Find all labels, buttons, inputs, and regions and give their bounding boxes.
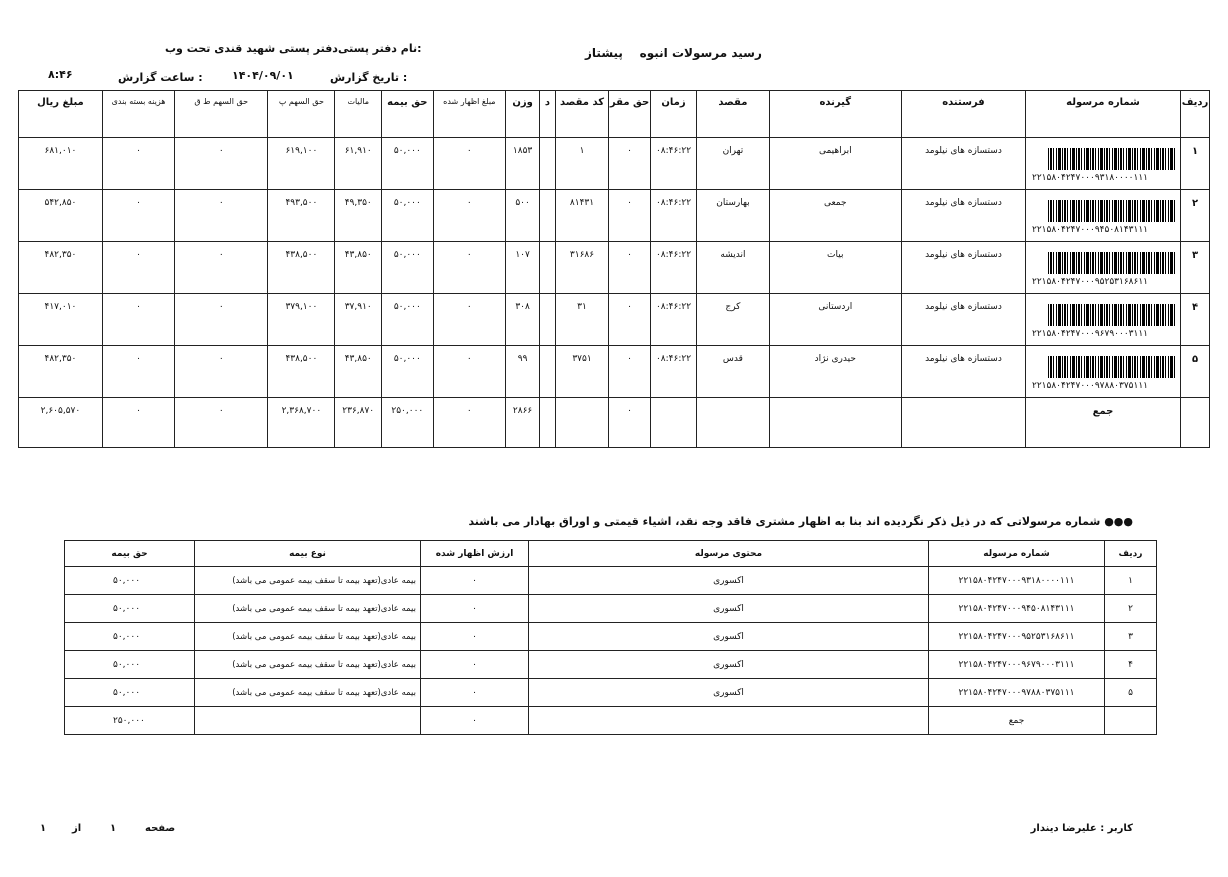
tracking-number: ۲۲۱۵۸۰۴۲۴۷۰۰۰۹۶۷۹۰۰۰۳۱۱۱ (1031, 329, 1148, 339)
col-haq-maqar: حق مقر (609, 91, 650, 138)
ins-content: اکسوری (529, 679, 929, 707)
tax: ۴۹,۳۵۰ (335, 190, 382, 242)
packing: ۰ (102, 346, 174, 398)
ins-total-fee: ۲۵۰,۰۰۰ (65, 707, 195, 735)
tracking-cell (1025, 190, 1180, 242)
tracking-cell (1025, 346, 1180, 398)
share-p: ۶۱۹,۱۰۰ (268, 138, 335, 190)
total-empty (555, 398, 609, 448)
destination: تهران (697, 138, 769, 190)
ins-fee: ۵۰,۰۰۰ (65, 679, 195, 707)
total-weight: ۲۸۶۶ (506, 398, 540, 448)
share-p: ۴۹۳,۵۰۰ (268, 190, 335, 242)
ins-row (65, 651, 1157, 679)
valuables-note: ●●● شماره مرسولاتی که در ذیل ذکر نگردیده اند بنا به اظهار مشتری فاقد وجه نقد، اشیاء قیمتی و اوراق بهادار می باشند (468, 515, 1133, 528)
page-label: صفحه (145, 823, 176, 834)
ins-total-empty (1105, 707, 1157, 735)
share-tq: ۰ (175, 346, 268, 398)
table-row (19, 346, 1210, 398)
page-current: ۱ (110, 823, 117, 834)
d-value (540, 190, 556, 242)
ins-row-number: ۱ (1105, 567, 1157, 595)
insurance: ۵۰,۰۰۰ (381, 190, 433, 242)
insurance: ۵۰,۰۰۰ (381, 138, 433, 190)
total-amount: ۲,۶۰۵,۵۷۰ (19, 398, 103, 448)
office-label: نام دفتر پستی: (338, 42, 422, 55)
total-label: جمع (1025, 398, 1180, 448)
tax: ۴۳,۸۵۰ (335, 346, 382, 398)
barcode-icon (1048, 148, 1176, 170)
ins-content: اکسوری (529, 595, 929, 623)
total-haq-maqar: ۰ (609, 398, 650, 448)
receiver: بیات (769, 242, 901, 294)
col-receiver: گیرنده (769, 91, 901, 138)
col-share-tq: حق السهم ط ق (175, 91, 268, 138)
ins-declared: ۰ (421, 651, 529, 679)
page-total: ۱ (40, 823, 47, 834)
weight: ۵۰۰ (506, 190, 540, 242)
col-packing: هزینه بسته بندی (102, 91, 174, 138)
ins-content: اکسوری (529, 651, 929, 679)
tracking-number: ۲۲۱۵۸۰۴۲۴۷۰۰۰۹۴۵۰۸۱۴۳۱۱۱ (1031, 225, 1148, 235)
col-declared: مبلغ اظهار شده (433, 91, 505, 138)
ins-row (65, 679, 1157, 707)
haq-maqar: ۰ (609, 190, 650, 242)
dest-code: ۳۷۵۱ (555, 346, 609, 398)
amount: ۴۸۲,۳۵۰ (19, 346, 103, 398)
ins-type: بیمه عادی(تعهد بیمه تا سقف بیمه عمومی می باشد) (195, 623, 421, 651)
ins-col-fee: حق بیمه (65, 541, 195, 567)
office-value: دفتر پستی شهید قندی تحت وب (165, 42, 338, 55)
table-row (19, 294, 1210, 346)
insurance-table (64, 540, 1157, 735)
tracking-number: ۲۲۱۵۸۰۴۲۴۷۰۰۰۹۵۲۵۳۱۶۸۶۱۱ (1031, 277, 1148, 287)
sender: دستساز‌ه های نیلومد (901, 242, 1025, 294)
receiver: ابراهیمی (769, 138, 901, 190)
ins-type: بیمه عادی(تعهد بیمه تا سقف بیمه عمومی می باشد) (195, 651, 421, 679)
amount: ۶۸۱,۰۱۰ (19, 138, 103, 190)
total-share-tq: ۰ (175, 398, 268, 448)
declared: ۰ (433, 294, 505, 346)
barcode-icon (1048, 304, 1176, 326)
receiver: اردستانی (769, 294, 901, 346)
sender: دستساز‌ه های نیلومد (901, 138, 1025, 190)
total-empty (650, 398, 697, 448)
insurance: ۵۰,۰۰۰ (381, 346, 433, 398)
ins-col-tracking: شماره مرسوله (929, 541, 1105, 567)
tax: ۶۱,۹۱۰ (335, 138, 382, 190)
d-value (540, 242, 556, 294)
user-label: کاربر : (1100, 823, 1133, 834)
ins-col-declared: ارزش اظهار شده (421, 541, 529, 567)
ins-row (65, 567, 1157, 595)
barcode-icon (1048, 200, 1176, 222)
ins-total-label: جمع (929, 707, 1105, 735)
destination: قدس (697, 346, 769, 398)
haq-maqar: ۰ (609, 294, 650, 346)
total-empty (1181, 398, 1210, 448)
ins-fee: ۵۰,۰۰۰ (65, 567, 195, 595)
total-insurance: ۲۵۰,۰۰۰ (381, 398, 433, 448)
col-weight: وزن (506, 91, 540, 138)
table-row (19, 190, 1210, 242)
row-number: ۲ (1181, 190, 1210, 242)
ins-declared: ۰ (421, 595, 529, 623)
tax: ۳۷,۹۱۰ (335, 294, 382, 346)
ins-total-row (65, 707, 1157, 735)
sender: دستساز‌ه های نیلومد (901, 346, 1025, 398)
packing: ۰ (102, 190, 174, 242)
time: ۰۸:۴۶:۲۲ (650, 294, 697, 346)
ins-fee: ۵۰,۰۰۰ (65, 651, 195, 679)
shipments-table (18, 90, 1210, 448)
date-value: ۱۴۰۴/۰۹/۰۱ (232, 69, 294, 82)
ins-tracking: ۲۲۱۵۸۰۴۲۴۷۰۰۰۹۳۱۸۰۰۰۰۱۱۱ (929, 567, 1105, 595)
ins-total-empty (195, 707, 421, 735)
time-value: ۸:۴۶ (48, 68, 73, 81)
time: ۰۸:۴۶:۲۲ (650, 242, 697, 294)
d-value (540, 138, 556, 190)
packing: ۰ (102, 138, 174, 190)
ins-tracking: ۲۲۱۵۸۰۴۲۴۷۰۰۰۹۶۷۹۰۰۰۳۱۱۱ (929, 651, 1105, 679)
ins-header-row (65, 541, 1157, 567)
col-insurance: حق بیمه (381, 91, 433, 138)
weight: ۳۰۸ (506, 294, 540, 346)
weight: ۹۹ (506, 346, 540, 398)
ins-row (65, 623, 1157, 651)
row-number: ۱ (1181, 138, 1210, 190)
row-number: ۵ (1181, 346, 1210, 398)
ins-row (65, 595, 1157, 623)
col-amount: مبلغ ریال (19, 91, 103, 138)
time: ۰۸:۴۶:۲۲ (650, 190, 697, 242)
total-empty (540, 398, 556, 448)
sender: دستساز‌ه های نیلومد (901, 190, 1025, 242)
weight: ۱۸۵۳ (506, 138, 540, 190)
receiver: حیدری نژاد (769, 346, 901, 398)
amount: ۵۴۲,۸۵۰ (19, 190, 103, 242)
barcode-icon (1048, 356, 1176, 378)
col-dest: مقصد (697, 91, 769, 138)
tracking-cell (1025, 242, 1180, 294)
share-p: ۴۳۸,۵۰۰ (268, 242, 335, 294)
user-name: علیرضا دیندار (1030, 823, 1097, 834)
declared: ۰ (433, 138, 505, 190)
total-declared: ۰ (433, 398, 505, 448)
ins-col-row: ردیف (1105, 541, 1157, 567)
total-empty (901, 398, 1025, 448)
ins-row-number: ۲ (1105, 595, 1157, 623)
row-number: ۳ (1181, 242, 1210, 294)
destination: اندیشه (697, 242, 769, 294)
barcode-icon (1048, 252, 1176, 274)
haq-maqar: ۰ (609, 346, 650, 398)
declared: ۰ (433, 242, 505, 294)
ins-tracking: ۲۲۱۵۸۰۴۲۴۷۰۰۰۹۵۲۵۳۱۶۸۶۱۱ (929, 623, 1105, 651)
total-empty (697, 398, 769, 448)
ins-content: اکسوری (529, 567, 929, 595)
report-title (585, 46, 762, 60)
share-tq: ۰ (175, 138, 268, 190)
ins-declared: ۰ (421, 567, 529, 595)
ins-col-content: محتوی مرسوله (529, 541, 929, 567)
tracking-cell (1025, 294, 1180, 346)
col-sender: فرستنده (901, 91, 1025, 138)
table-header-row (19, 91, 1210, 138)
ins-type: بیمه عادی(تعهد بیمه تا سقف بیمه عمومی می باشد) (195, 679, 421, 707)
ins-type: بیمه عادی(تعهد بیمه تا سقف بیمه عمومی می باشد) (195, 595, 421, 623)
date-label: تاریخ گزارش : (330, 71, 408, 84)
title-type: پیشتاز (585, 46, 623, 60)
user-info (1031, 823, 1133, 834)
declared: ۰ (433, 346, 505, 398)
of-label: از (72, 823, 82, 834)
haq-maqar: ۰ (609, 138, 650, 190)
share-p: ۳۷۹,۱۰۰ (268, 294, 335, 346)
col-tracking: شماره مرسوله (1025, 91, 1180, 138)
table-row (19, 138, 1210, 190)
insurance: ۵۰,۰۰۰ (381, 242, 433, 294)
packing: ۰ (102, 242, 174, 294)
ins-fee: ۵۰,۰۰۰ (65, 623, 195, 651)
receiver: جمعی (769, 190, 901, 242)
haq-maqar: ۰ (609, 242, 650, 294)
destination: بهارستان (697, 190, 769, 242)
sender: دستساز‌ه های نیلومد (901, 294, 1025, 346)
ins-tracking: ۲۲۱۵۸۰۴۲۴۷۰۰۰۹۴۵۰۸۱۴۳۱۱۱ (929, 595, 1105, 623)
table-row (19, 242, 1210, 294)
col-time: زمان (650, 91, 697, 138)
col-row: ردیف (1181, 91, 1210, 138)
title-text: رسید مرسولات انبوه (639, 46, 762, 60)
dest-code: ۸۱۴۳۱ (555, 190, 609, 242)
d-value (540, 346, 556, 398)
dest-code: ۳۱ (555, 294, 609, 346)
total-share-p: ۲,۳۶۸,۷۰۰ (268, 398, 335, 448)
tracking-number: ۲۲۱۵۸۰۴۲۴۷۰۰۰۹۳۱۸۰۰۰۰۱۱۱ (1031, 173, 1148, 183)
col-d: د (540, 91, 556, 138)
amount: ۴۸۲,۳۵۰ (19, 242, 103, 294)
ins-tracking: ۲۲۱۵۸۰۴۲۴۷۰۰۰۹۷۸۸۰۳۷۵۱۱۱ (929, 679, 1105, 707)
ins-row-number: ۵ (1105, 679, 1157, 707)
ins-declared: ۰ (421, 679, 529, 707)
declared: ۰ (433, 190, 505, 242)
total-row (19, 398, 1210, 448)
total-tax: ۲۳۶,۸۷۰ (335, 398, 382, 448)
share-tq: ۰ (175, 242, 268, 294)
share-p: ۴۳۸,۵۰۰ (268, 346, 335, 398)
col-share-p: حق السهم پ (268, 91, 335, 138)
amount: ۴۱۷,۰۱۰ (19, 294, 103, 346)
col-tax: مالیات (335, 91, 382, 138)
packing: ۰ (102, 294, 174, 346)
col-dest-code: کد مقصد (555, 91, 609, 138)
ins-row-number: ۴ (1105, 651, 1157, 679)
time: ۰۸:۴۶:۲۲ (650, 346, 697, 398)
share-tq: ۰ (175, 190, 268, 242)
share-tq: ۰ (175, 294, 268, 346)
ins-content: اکسوری (529, 623, 929, 651)
destination: کرج (697, 294, 769, 346)
row-number: ۴ (1181, 294, 1210, 346)
weight: ۱۰۷ (506, 242, 540, 294)
dest-code: ۳۱۶۸۶ (555, 242, 609, 294)
total-packing: ۰ (102, 398, 174, 448)
total-empty (769, 398, 901, 448)
insurance: ۵۰,۰۰۰ (381, 294, 433, 346)
tracking-number: ۲۲۱۵۸۰۴۲۴۷۰۰۰۹۷۸۸۰۳۷۵۱۱۱ (1031, 381, 1148, 391)
time-label: ساعت گزارش : (118, 71, 203, 84)
ins-declared: ۰ (421, 623, 529, 651)
ins-col-type: نوع بیمه (195, 541, 421, 567)
tracking-cell (1025, 138, 1180, 190)
d-value (540, 294, 556, 346)
ins-total-declared: ۰ (421, 707, 529, 735)
ins-fee: ۵۰,۰۰۰ (65, 595, 195, 623)
ins-row-number: ۳ (1105, 623, 1157, 651)
ins-type: بیمه عادی(تعهد بیمه تا سقف بیمه عمومی می باشد) (195, 567, 421, 595)
ins-total-empty (529, 707, 929, 735)
time: ۰۸:۴۶:۲۲ (650, 138, 697, 190)
dest-code: ۱ (555, 138, 609, 190)
tax: ۴۳,۸۵۰ (335, 242, 382, 294)
